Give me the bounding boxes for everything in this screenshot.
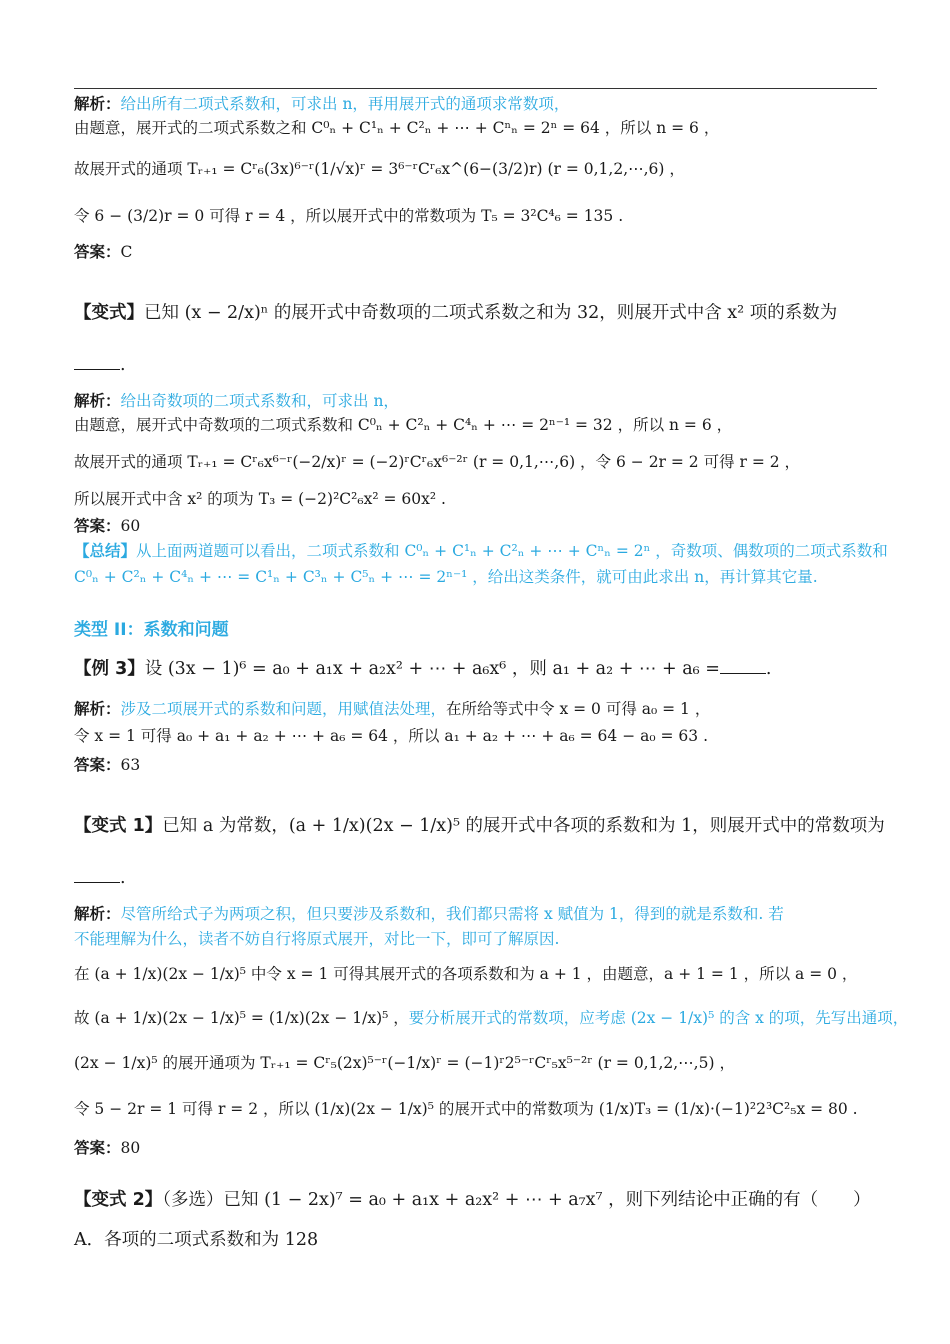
variant-question: 【变式】已知 (x − 2/x)ⁿ 的展开式中奇数项的二项式系数之和为 32，则展开式中含 x² 项的系数为 <box>74 303 838 323</box>
variant2-question: 【变式 2】（多选）已知 (1 − 2x)⁷ = a₀ + a₁x + a₂x² + ⋯ + a₇x⁷ ，则下列结论中正确的有（ ） <box>74 1190 871 1210</box>
section-heading: 类型 II：系数和问题 <box>74 620 229 640</box>
variant1-analysis-4: 故 (a + 1/x)(2x − 1/x)⁵ = (1/x)(2x − 1/x)⁵ ，要分析展开式的常数项，应考虑 (2x − 1/x)⁵ 的含 x 的项，先写出通项， <box>74 1009 909 1027</box>
header-rule <box>74 88 877 89</box>
answer-line: 答案：C <box>74 243 133 261</box>
summary-line-1: 【总结】从上面两道题可以看出，二项式系数和 C⁰ₙ + C¹ₙ + C²ₙ + ⋯ + Cⁿₙ = 2ⁿ ，奇数项、偶数项的二项式系数和 <box>74 542 888 560</box>
variant-analysis-4: 所以展开式中含 x² 的项为 T₃ = (−2)²C²₆x² = 60x² . <box>74 490 446 508</box>
variant-analysis-2: 由题意，展开式中奇数项的二项式系数和 C⁰ₙ + C²ₙ + C⁴ₙ + ⋯ = 2ⁿ⁻¹ = 32 ，所以 n = 6 ， <box>74 416 733 434</box>
variant1-answer: 答案：80 <box>74 1139 141 1157</box>
example3-analysis-1: 解析：涉及二项展开式的系数和问题，用赋值法处理，在所给等式中令 x = 0 可得 a₀ = 1 ， <box>74 700 711 718</box>
variant1-analysis-6: 令 5 − 2r = 1 可得 r = 2 ，所以 (1/x)(2x − 1/x)⁵ 的展开式中的常数项为 (1/x)T₃ = (1/x)·(−1)²2³C²₅x = 80 . <box>74 1100 858 1118</box>
variant1-question: 【变式 1】已知 a 为常数，(a + 1/x)(2x − 1/x)⁵ 的展开式中各项的系数和为 1，则展开式中的常数项为 <box>74 816 885 836</box>
variant-blank-line: . <box>74 354 126 376</box>
variant-analysis-3: 故展开式的通项 Tᵣ₊₁ = Cʳ₆x⁶⁻ʳ(−2/x)ʳ = (−2)ʳCʳ₆x⁶⁻²ʳ (r = 0,1,⋯,6) ，令 6 − 2r = 2 可得 r = 2 ， <box>74 453 801 471</box>
answer-blank <box>74 355 120 370</box>
example3-analysis-2: 令 x = 1 可得 a₀ + a₁ + a₂ + ⋯ + a₆ = 64 ，所以 a₁ + a₂ + ⋯ + a₆ = 64 − a₀ = 63 . <box>74 727 708 745</box>
answer-blank <box>720 659 766 674</box>
analysis-line-2: 由题意，展开式的二项式系数之和 C⁰ₙ + C¹ₙ + C²ₙ + ⋯ + Cⁿₙ = 2ⁿ = 64 ，所以 n = 6 ， <box>74 119 720 137</box>
variant1-analysis-1: 解析：尽管所给式子为两项之积，但只要涉及系数和，我们都只需将 x 赋值为 1，得到的就是系数和. 若 <box>74 905 784 923</box>
analysis-line-3: 故展开式的通项 Tᵣ₊₁ = Cʳ₆(3x)⁶⁻ʳ(1/√x)ʳ = 3⁶⁻ʳCʳ₆x^(6−(3/2)r) (r = 0,1,2,⋯,6) ， <box>74 160 685 178</box>
variant-analysis-1: 解析：给出奇数项的二项式系数和，可求出 n， <box>74 392 399 410</box>
analysis-line-4: 令 6 − (3/2)r = 0 可得 r = 4 ，所以展开式中的常数项为 T₅ = 3²C⁴₆ = 135 . <box>74 207 624 225</box>
option-a: A．各项的二项式系数和为 128 <box>74 1230 319 1250</box>
variant1-analysis-2: 不能理解为什么，读者不妨自行将原式展开，对比一下，即可了解原因. <box>74 930 560 948</box>
variant1-blank-line: . <box>74 867 126 889</box>
example3-question: 【例 3】设 (3x − 1)⁶ = a₀ + a₁x + a₂x² + ⋯ + a₆x⁶ ，则 a₁ + a₂ + ⋯ + a₆ = . <box>74 659 772 679</box>
variant-answer: 答案：60 <box>74 517 141 535</box>
analysis-line-1: 解析：给出所有二项式系数和，可求出 n，再用展开式的通项求常数项， <box>74 95 570 113</box>
variant1-analysis-5: (2x − 1/x)⁵ 的展开通项为 Tᵣ₊₁ = Cʳ₅(2x)⁵⁻ʳ(−1/x)ʳ = (−1)ʳ2⁵⁻ʳCʳ₅x⁵⁻²ʳ (r = 0,1,2,⋯,5) ， <box>74 1054 735 1072</box>
example3-answer: 答案：63 <box>74 756 141 774</box>
variant1-analysis-3: 在 (a + 1/x)(2x − 1/x)⁵ 中令 x = 1 可得其展开式的各项系数和为 a + 1 ，由题意，a + 1 = 1 ，所以 a = 0 ， <box>74 965 858 983</box>
summary-line-2: C⁰ₙ + C²ₙ + C⁴ₙ + ⋯ = C¹ₙ + C³ₙ + C⁵ₙ + ⋯ = 2ⁿ⁻¹ ，给出这类条件，就可由此求出 n，再计算其它量. <box>74 568 818 586</box>
answer-blank <box>74 868 120 883</box>
